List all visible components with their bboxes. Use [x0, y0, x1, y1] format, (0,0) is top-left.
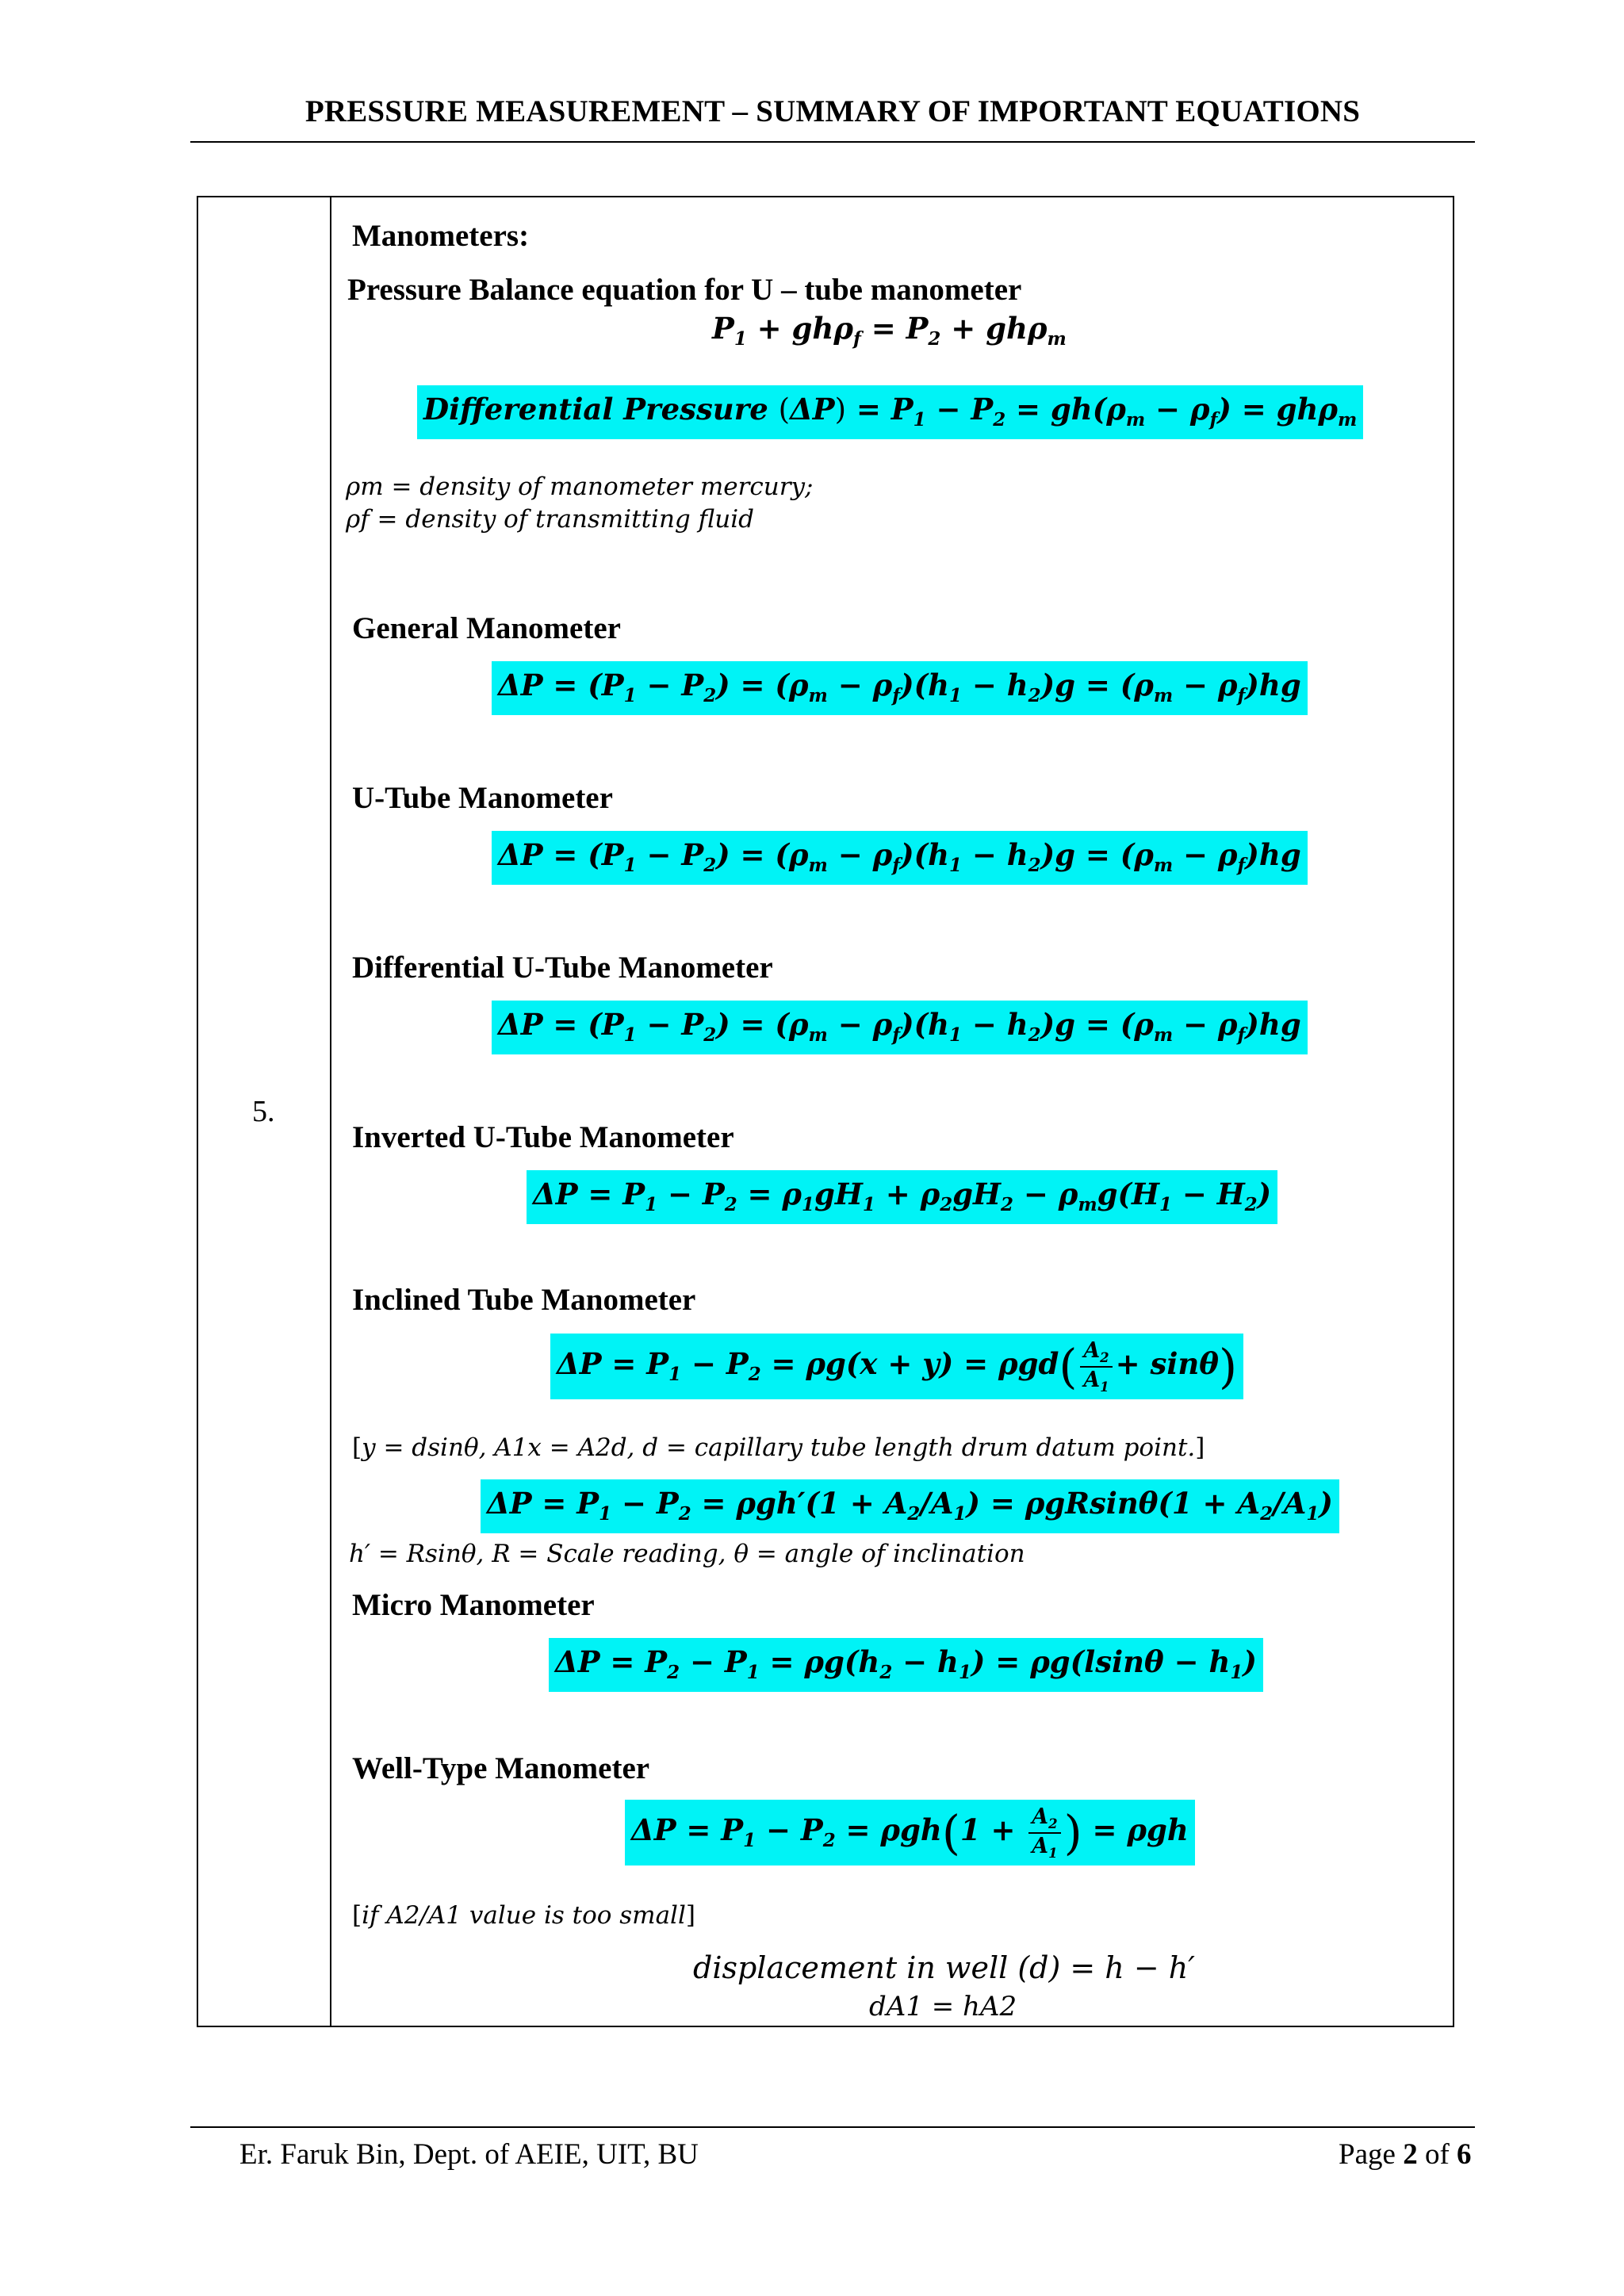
inclined-h-prime-note: h′ = Rsinθ, R = Scale reading, θ = angle of inclination: [349, 1540, 1025, 1568]
u-tube-manometer-heading: U-Tube Manometer: [352, 781, 613, 815]
well-displacement-equation: displacement in well (d) = h − h′: [693, 1950, 1195, 1985]
page-of: of: [1424, 2138, 1450, 2171]
pressure-balance-title: Pressure Balance equation for U – tube manometer: [347, 273, 1022, 307]
micro-manometer-equation: $\Delta P = P_2 - P_1 = \rho g(h_2 - h_1) = \rho g(lsin\theta - h_1)$: [549, 1638, 1263, 1692]
u-tube-manometer-equation: $\Delta P = (P_1 - P_2) = (\rho_m - \rho_f)(h_1 - h_2)g = (\rho_m - \rho_f)hg$: [492, 831, 1308, 885]
differential-pressure-equation: Differential Pressure $(\Delta P) = P_1 - P_2 = gh(\rho_m - \rho_f) = gh\rho_m$: [417, 385, 1363, 439]
footer-author: Er. Faruk Bin, Dept. of AEIE, UIT, BU: [239, 2138, 699, 2171]
well-type-equation: $\Delta P = P_1 - P_2 = \rho gh(1$ + $\frac{A_2}{A_1}$ ) = ρgh: [625, 1800, 1195, 1866]
inverted-u-tube-equation: $\Delta P = P_1 - P_2 = \rho_1gH_1 + \rho_2gH_2 - \rho_mg(H_1 - H_2)$: [527, 1170, 1277, 1224]
pressure-balance-equation: $P_1 + gh\rho_f = P_2 + gh\rho_m$: [712, 311, 1067, 350]
density-note-fluid: [346, 505, 754, 534]
micro-manometer-heading: Micro Manometer: [352, 1588, 595, 1622]
row-number: 5.: [252, 1095, 275, 1128]
differential-u-tube-heading: Differential U-Tube Manometer: [352, 951, 773, 985]
well-condition-note: [if A2/A1 value is too small]: [352, 1901, 695, 1930]
density-note-mercury: [346, 473, 813, 501]
page-title: PRESSURE MEASUREMENT – SUMMARY OF IMPORTANT EQUATIONS: [304, 94, 1361, 128]
density-note-fluid-text: ρf = density of transmitting fluid: [346, 505, 755, 534]
footer-page-number: [1339, 2137, 1472, 2172]
page-current: 2: [1403, 2138, 1418, 2171]
page-header: [190, 94, 1475, 143]
footer-rule: [190, 2126, 1475, 2128]
inclined-tube-equation: $\Delta P = P_1 - P_2 = \rho g(x + y) = \rho gd$( $\frac{A_2}{A_1}$ + sinθ): [550, 1334, 1243, 1399]
inclined-scale-equation: $\Delta P = P_1 - P_2 = \rho gh'(1 + A_2/A_1) = \rho gRsin\theta(1 + A_2/A_1)$: [481, 1479, 1339, 1533]
density-note-mercury-text: ρm = density of manometer mercury;: [346, 473, 814, 501]
page-prefix: Page: [1339, 2138, 1396, 2171]
manometers-heading: Manometers:: [352, 219, 530, 253]
inclined-condition-text: y = dsinθ, A1x = A2d, d = capillary tube length drum datum point.: [362, 1433, 1196, 1462]
inverted-u-tube-heading: Inverted U-Tube Manometer: [352, 1120, 734, 1154]
differential-u-tube-equation: $\Delta P = (P_1 - P_2) = (\rho_m - \rho_f)(h_1 - h_2)g = (\rho_m - \rho_f)hg$: [492, 1001, 1308, 1054]
column-divider: [330, 196, 331, 2027]
inclined-tube-heading: Inclined Tube Manometer: [352, 1283, 696, 1317]
general-manometer-heading: General Manometer: [352, 611, 621, 645]
general-manometer-equation: $\Delta P = (P_1 - P_2) = (\rho_m - \rho_f)(h_1 - h_2)g = (\rho_m - \rho_f)hg$: [492, 661, 1308, 715]
page-total: 6: [1457, 2138, 1472, 2171]
well-type-heading: Well-Type Manometer: [352, 1751, 650, 1785]
well-condition-text: if A2/A1 value is too small: [362, 1901, 686, 1930]
well-volume-equation: dA1 = hA2: [869, 1991, 1017, 2022]
inclined-condition-note: [y = dsinθ, A1x = A2d, d = capillary tube length drum datum point.]: [352, 1433, 1205, 1462]
